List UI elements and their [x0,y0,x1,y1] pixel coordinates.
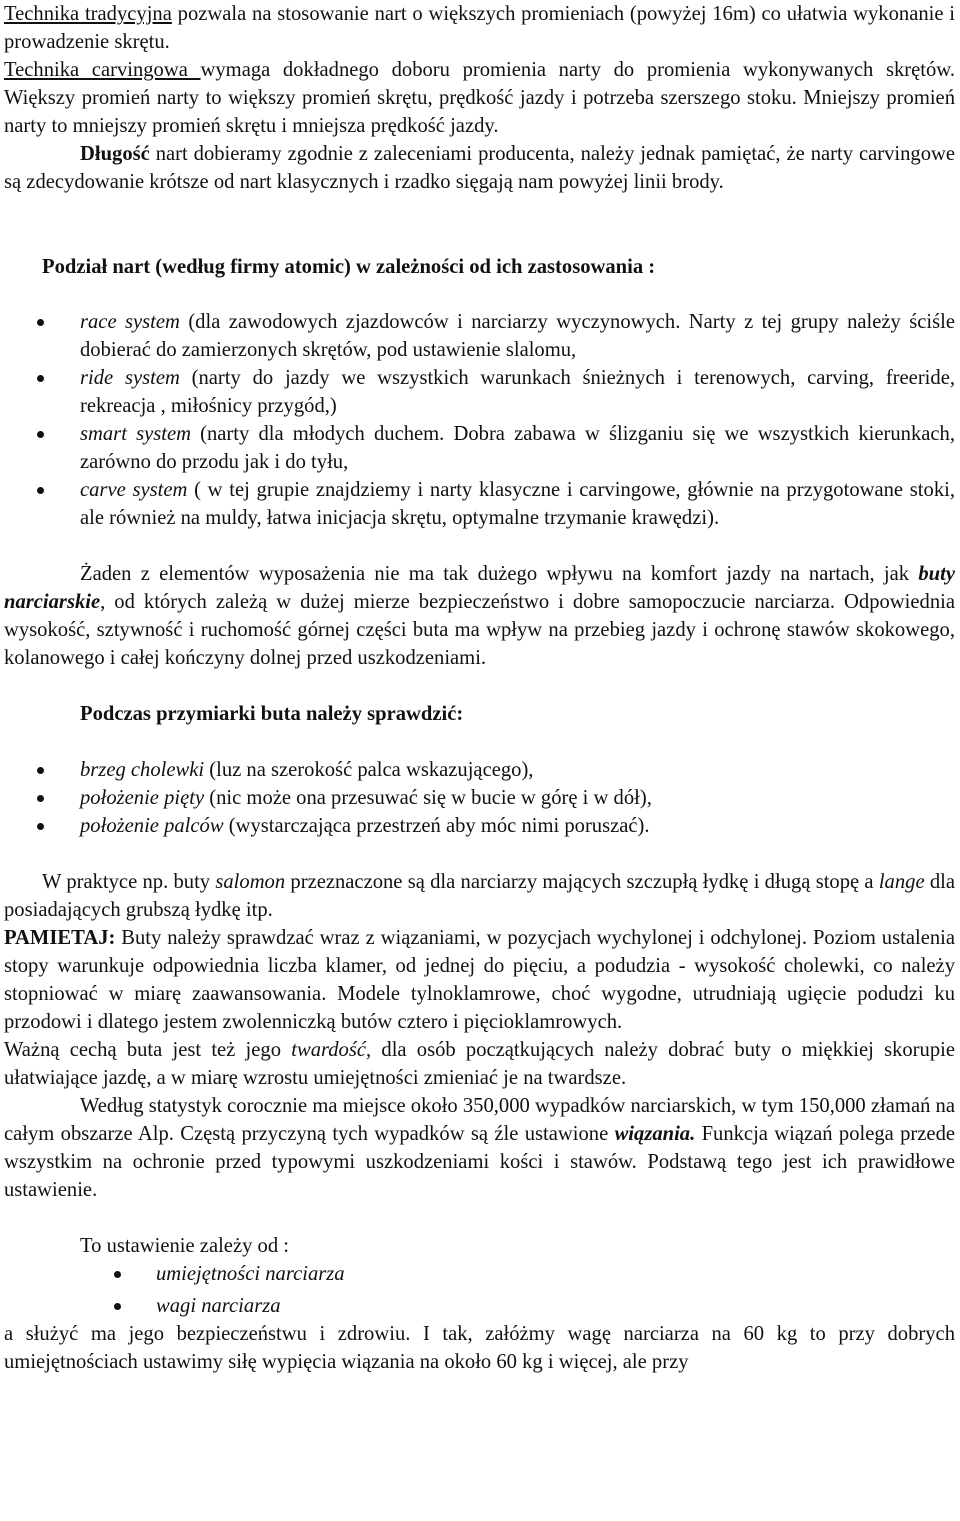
ski-category-list [4,308,955,532]
link-technika-tradycyjna[interactable]: Technika tradycyjna [4,3,172,25]
list-item: położenie palców (wystarczająca przestrzeń aby móc nimi poruszać). [4,812,955,840]
intro-paragraph-2: Technika carvingowa wymaga dokładnego doboru promienia narty do promienia wykonywanych skrętów. Większy promień narty to większy promień skrętu, prędkość jazdy i potrzeba szerszego stoku. Mniejszy promień narty to mniejszy promień skrętu i mniejsza prędkość jazdy. [4,59,955,137]
division-heading: Podział nart (według firmy atomic) w zależności od ich zastosowania : [42,256,656,278]
list-item: umiejętności narciarza [4,1260,955,1288]
list-item: ride system (narty do jazdy we wszystkich warunkach śnieżnych i terenowych, carving, freeride, rekreacja , miłośnicy przygód,) [4,364,955,420]
practice-paragraph-4: Według statystyk corocznie ma miejsce około 350,000 wypadków narciarskich, w tym 150,000 złamań na całym obszarze Alp. Częstą przyczyną tych wypadków są źle ustawione wiązania. Funkcja wiązań polega przede wszystkim na ochronie przed typowymi uszkodzeniami kości i stawów. Podstawą tego jest ich prawidłowe ustawienie. [4,1095,956,1201]
list-item: wagi narciarza [4,1292,955,1320]
list-item: smart system (narty dla młodych duchem. Dobra zabawa w ślizganiu się we wszystkich kierunkach, zarówno do przodu jak i do tyłu, [4,420,955,476]
document-page [4,0,955,1376]
boots-paragraph: Żaden z elementów wyposażenia nie ma tak dużego wpływu na komfort jazdy na nartach, jak buty narciarskie, od których zależą w dużej mierze bezpieczeństwo i dobre samopoczucie narciarza. Odpowiednia wysokość, sztywność i ruchomość górnej części buta ma wpływ na przebieg jazdy i ochronę stawów skokowego, kolanowego i całej kończyny dolnej przed uszkodzeniami. [4,563,955,669]
list-item: położenie pięty (nic może ona przesuwać się w bucie w górę i w dół), [4,784,955,812]
intro-paragraph-1: Technika tradycyjna pozwala na stosowanie nart o większych promieniach (powyżej 16m) co ułatwia wykonanie i prowadzenie skrętu. [4,3,955,53]
link-technika-carvingowa[interactable]: Technika carvingowa [4,59,201,81]
setting-list [4,1260,955,1320]
fitting-heading: Podczas przymiarki buta należy sprawdzić: [80,703,464,725]
intro-paragraph-3: Długość nart dobieramy zgodnie z zaleceniami producenta, należy jednak pamiętać, że narty carvingowe są zdecydowanie krótsze od nart klasycznych i rzadko sięgają nam powyżej linii brody. [4,143,955,193]
setting-intro: To ustawienie zależy od : [80,1235,289,1257]
practice-paragraph-2: PAMIETAJ: Buty należy sprawdzać wraz z wiązaniami, w pozycjach wychylonej i odchylonej. Poziom ustalenia stopy warunkuje odpowiednia liczba klamer, od jednej do pięciu, a podudzia - wysokość cholewki, co należy stopniować w miarę zaawansowania. Modele tylnoklamrowe, choć wygodne, utrudniają ugięcie podudzi ku przodowi i dlatego jestem zwolenniczką butów cztero i pięcioklamrowych. [4,927,955,1033]
fitting-list [4,756,955,840]
setting-final-paragraph: a służyć ma jego bezpieczeństwu i zdrowiu. I tak, załóżmy wagę narciarza na 60 kg to przy dobrych umiejętnościach ustawimy siłę wypięcia wiązania na około 60 kg i więcej, ale przy [4,1323,955,1373]
list-item: carve system ( w tej grupie znajdziemy i narty klasyczne i carvingowe, głównie na przygotowane stoki, ale również na muldy, łatwa inicjacja skrętu, optymalne trzymanie krawędzi). [4,476,955,532]
list-item: race system (dla zawodowych zjazdowców i narciarzy wyczynowych. Narty z tej grupy należy ściśle dobierać do zamierzonych skrętów, pod ustawienie slalomu, [4,308,955,364]
list-item: brzeg cholewki (luz na szerokość palca wskazującego), [4,756,955,784]
practice-paragraph-3: Ważną cechą buta jest też jego twardość, dla osób początkujących należy dobrać buty o miękkiej skorupie ułatwiające jazdę, a w miarę wzrostu umiejętności zmieniać je na twardsze. [4,1039,955,1089]
practice-paragraph-1: W praktyce np. buty salomon przeznaczone są dla narciarzy mających szczupłą łydkę i długą stopę a lange dla posiadających grubszą łydkę itp. [4,871,956,921]
